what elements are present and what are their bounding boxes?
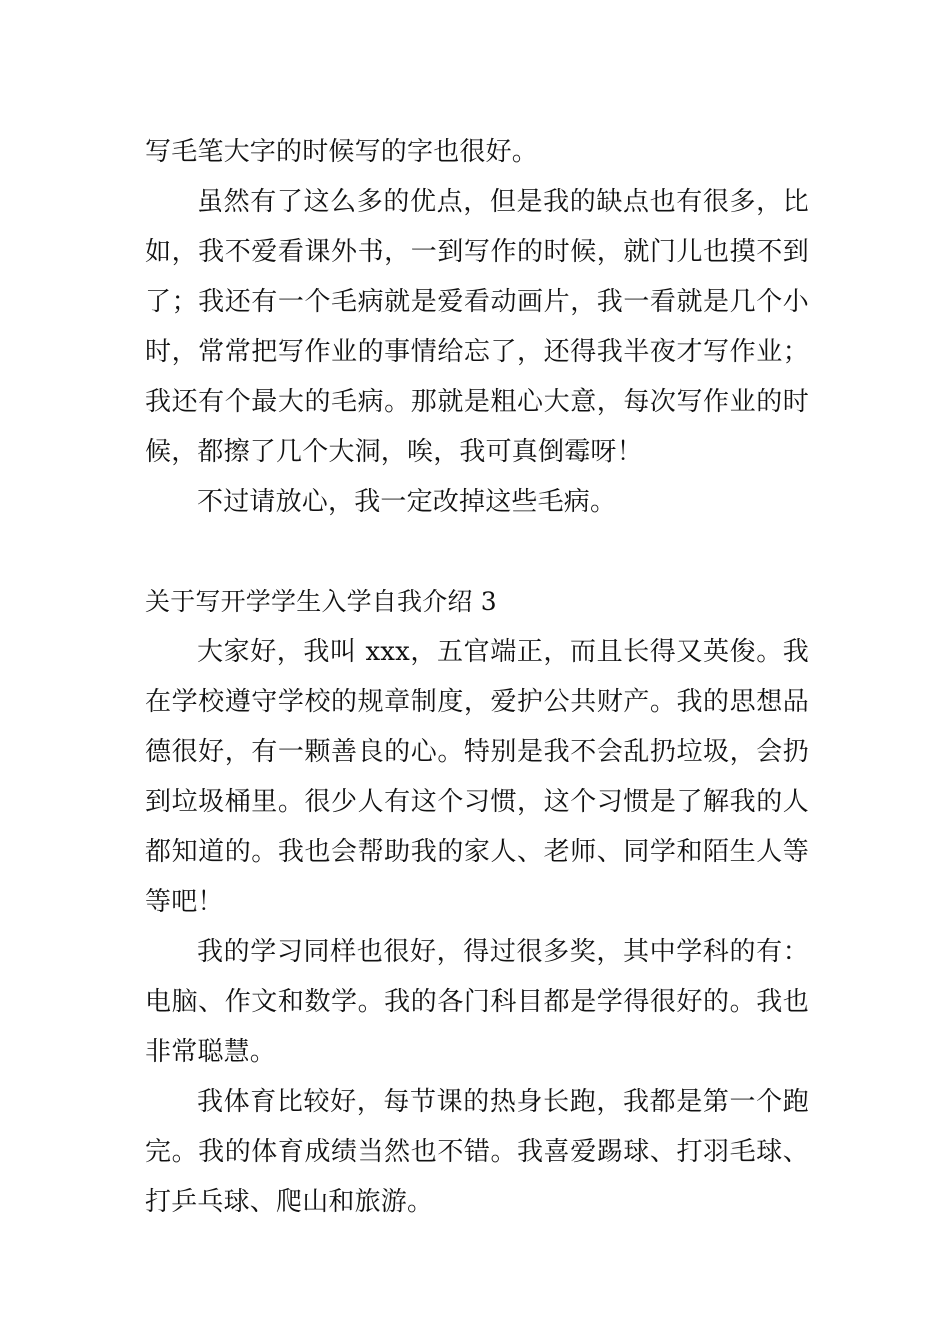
- paragraph-study: 我的学习同样也很好，得过很多奖，其中学科的有：电脑、作文和数学。我的各门科目都是学得很好的。我也非常聪慧。: [145, 937, 809, 1067]
- paragraph-continuation: 写毛笔大字的时候写的字也很好。: [145, 137, 539, 167]
- paragraph-introduction: 大家好，我叫 xxx，五官端正，而且长得又英俊。我在学校遵守学校的规章制度，爱护公共财产。我的思想品德很好，有一颗善良的心。特别是我不会乱扔垃圾，会扔到垃圾桶里。很少人有这个习惯，这个习惯是了解我的人都知道的。我也会帮助我的家人、老师、同学和陌生人等等吧！: [145, 637, 809, 917]
- section-title: 关于写开学学生入学自我介绍 3: [145, 587, 497, 616]
- paragraph-promise: 不过请放心，我一定改掉这些毛病。: [197, 487, 617, 517]
- section-gap: [145, 527, 809, 577]
- document-body: [145, 127, 809, 1227]
- paragraph-shortcomings: 虽然有了这么多的优点，但是我的缺点也有很多，比如，我不爱看课外书，一到写作的时候，就门儿也摸不到了；我还有一个毛病就是爱看动画片，我一看就是几个小时，常常把写作业的事情给忘了，还得我半夜才写作业；我还有个最大的毛病。那就是粗心大意，每次写作业的时候，都擦了几个大洞，唉，我可真倒霉呀！: [145, 187, 809, 467]
- paragraph-sports: 我体育比较好，每节课的热身长跑，我都是第一个跑完。我的体育成绩当然也不错。我喜爱踢球、打羽毛球、打乒乓球、爬山和旅游。: [145, 1087, 809, 1217]
